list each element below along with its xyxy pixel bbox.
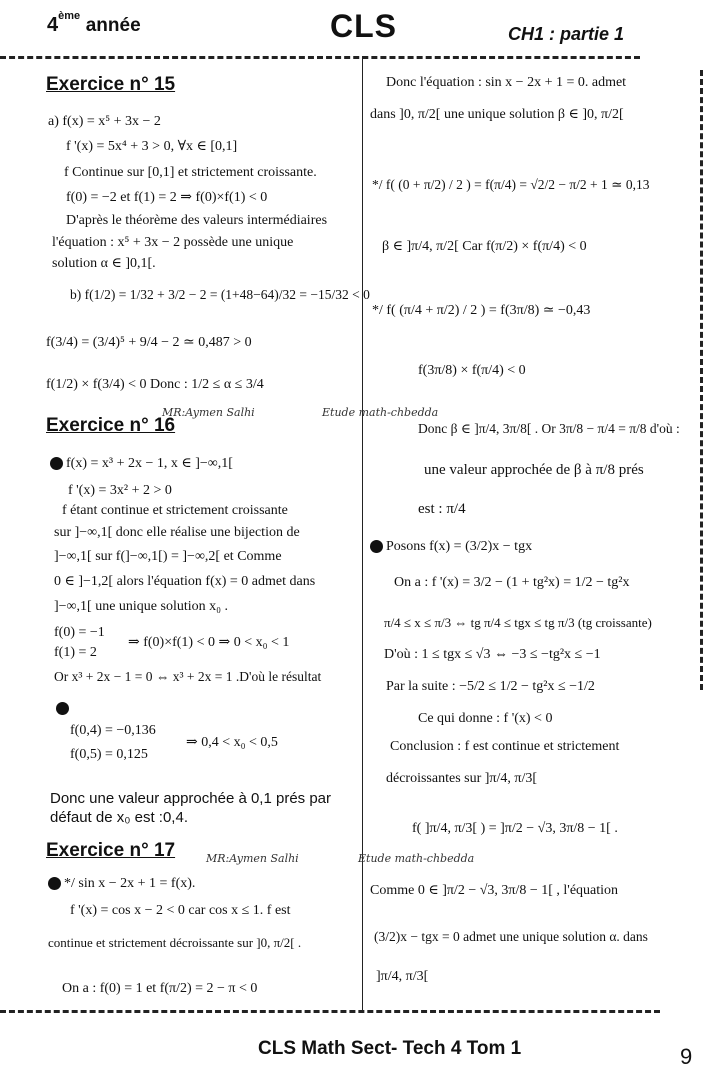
right-dashed-border <box>700 70 703 690</box>
ex15-line: f '(x) = 5x⁴ + 3 > 0, ∀x ∈ [0,1] <box>66 139 238 154</box>
ex16-line: 0 ∈ ]−1,2[ alors l'équation f(x) = 0 admet dans <box>54 574 316 589</box>
page-title: CLS <box>330 8 397 44</box>
ex16-line: défaut de x₀ est :0,4. <box>50 809 188 826</box>
ex17-line: */ sin x − 2x + 1 = f(x). <box>48 875 195 893</box>
right-line: D'où : 1 ≤ tgx ≤ √3 ⇔ −3 ≤ −tg²x ≤ −1 <box>384 647 601 662</box>
right-line: f(3π/8) × f(π/4) < 0 <box>418 363 526 378</box>
right-line: Posons f(x) = (3/2)x − tgx <box>370 538 532 556</box>
right-line: Par la suite : −5/2 ≤ 1/2 − tg²x ≤ −1/2 <box>386 679 595 694</box>
right-line: β ∈ ]π/4, π/2[ Car f(π/2) × f(π/4) < 0 <box>382 239 587 254</box>
ex15-line: D'après le théorème des valeurs intermédiaires <box>66 213 328 228</box>
ex16-line: sur ]−∞,1[ donc elle réalise une bijection de <box>54 525 300 540</box>
ex16-line: ⇒ 0,4 < x₀ < 0,5 <box>186 735 278 750</box>
ex16-line: f(0,5) = 0,125 <box>70 747 148 762</box>
bottom-dashed-border <box>0 1010 660 1013</box>
ex16-line: f(0,4) = −0,136 <box>70 723 156 738</box>
ex16-line: f(x) = x³ + 2x − 1, x ∈ ]−∞,1[ <box>50 455 233 473</box>
ex15-line: l'équation : x⁵ + 3x − 2 possède une unique <box>52 235 294 250</box>
right-line: est : π/4 <box>418 501 466 517</box>
right-line: Donc l'équation : sin x − 2x + 1 = 0. admet <box>386 75 627 90</box>
school-watermark: Etude math-chbedda <box>358 852 475 865</box>
ex16-line: Or x³ + 2x − 1 = 0 ⇔ x³ + 2x = 1 .D'où le résultat <box>54 669 322 684</box>
bullet-icon <box>48 877 61 890</box>
right-line: dans ]0, π/2[ une unique solution β ∈ ]0, π/2[ <box>370 107 624 122</box>
right-line: une valeur approchée de β à π/8 prés <box>424 462 644 478</box>
ex16-line: Donc une valeur approchée à 0,1 prés par <box>50 790 332 807</box>
bullet-icon <box>56 702 69 715</box>
ex16-line: f étant continue et strictement croissante <box>62 503 288 518</box>
grade-number: 4 <box>47 14 59 36</box>
right-line: f( ]π/4, π/3[ ) = ]π/2 − √3, 3π/8 − 1[ . <box>412 821 618 836</box>
right-line: */ f( (0 + π/2) / 2 ) = f(π/4) = √2/2 − π/2 + 1 ≃ 0,13 <box>372 177 650 192</box>
ex15-line: solution α ∈ ]0,1[. <box>52 256 156 271</box>
ex15-line: f(1/2) × f(3/4) < 0 Donc : 1/2 ≤ α ≤ 3/4 <box>46 377 264 392</box>
ex16-line: ]−∞,1[ une unique solution x₀ . <box>54 599 229 614</box>
ex17-line: On a : f(0) = 1 et f(π/2) = 2 − π < 0 <box>62 981 258 996</box>
ex16-line: f(0) = −1 <box>54 625 105 640</box>
right-line: π/4 ≤ x ≤ π/3 ⇔ tg π/4 ≤ tgx ≤ tg π/3 (tg croissante) <box>384 615 652 630</box>
right-line: Conclusion : f est continue et strictement <box>390 739 620 754</box>
ex16-line: ]−∞,1[ sur f(]−∞,1[) = ]−∞,2[ et Comme <box>54 549 282 564</box>
school-watermark: Etude math-chbedda <box>322 406 439 419</box>
ex17-line: f '(x) = cos x − 2 < 0 car cos x ≤ 1. f est <box>70 903 291 918</box>
column-divider <box>362 56 363 1010</box>
bullet-icon <box>50 457 63 470</box>
ex16-line: ⇒ f(0)×f(1) < 0 ⇒ 0 < x₀ < 1 <box>128 635 290 650</box>
right-line: On a : f '(x) = 3/2 − (1 + tg²x) = 1/2 − tg²x <box>394 575 630 590</box>
ex15-line: f(0) = −2 et f(1) = 2 ⇒ f(0)×f(1) < 0 <box>66 190 268 205</box>
bullet-icon <box>370 540 383 553</box>
right-line: Comme 0 ∈ ]π/2 − √3, 3π/8 − 1[ , l'équation <box>370 883 619 898</box>
ex15-line: f Continue sur [0,1] et strictement croissante. <box>64 165 317 180</box>
author-watermark: MR:Aymen Salhi <box>206 852 299 865</box>
ex15-line: f(3/4) = (3/4)⁵ + 9/4 − 2 ≃ 0,487 > 0 <box>46 335 252 350</box>
right-line: */ f( (π/4 + π/2) / 2 ) = f(3π/8) ≃ −0,43 <box>372 303 591 318</box>
exercise-17-title: Exercice n° 17 <box>46 840 176 861</box>
author-watermark: MR:Aymen Salhi <box>162 406 255 419</box>
right-line: décroissantes sur ]π/4, π/3[ <box>386 771 537 786</box>
right-line: Donc β ∈ ]π/4, 3π/8[ . Or 3π/8 − π/4 = π/8 d'où : <box>418 421 680 436</box>
right-line: (3/2)x − tgx = 0 admet une unique solution α. dans <box>374 929 648 944</box>
ex15-line: b) f(1/2) = 1/32 + 3/2 − 2 = (1+48−64)/32 = −15/32 < 0 <box>70 287 370 302</box>
exercise-16-title: Exercice n° 16 <box>46 415 176 436</box>
grade-superscript: ème <box>58 10 81 23</box>
ex17-line: continue et strictement décroissante sur ]0, π/2[ . <box>48 935 302 950</box>
chapter-label: CH1 : partie 1 <box>508 24 625 44</box>
top-dashed-border <box>0 56 640 59</box>
footer-book-title: CLS Math Sect- Tech 4 Tom 1 <box>258 1038 522 1059</box>
page-number: 9 <box>680 1044 693 1069</box>
ex16-line: f(1) = 2 <box>54 645 97 660</box>
right-line: ]π/4, π/3[ <box>376 969 429 984</box>
grade-word: année <box>85 15 141 36</box>
ex15-line: a) f(x) = x⁵ + 3x − 2 <box>48 114 161 129</box>
ex16-line: f '(x) = 3x² + 2 > 0 <box>68 483 172 498</box>
exercise-15-title: Exercice n° 15 <box>46 74 176 95</box>
right-line: Ce qui donne : f '(x) < 0 <box>418 711 553 726</box>
grade-label <box>47 10 141 37</box>
